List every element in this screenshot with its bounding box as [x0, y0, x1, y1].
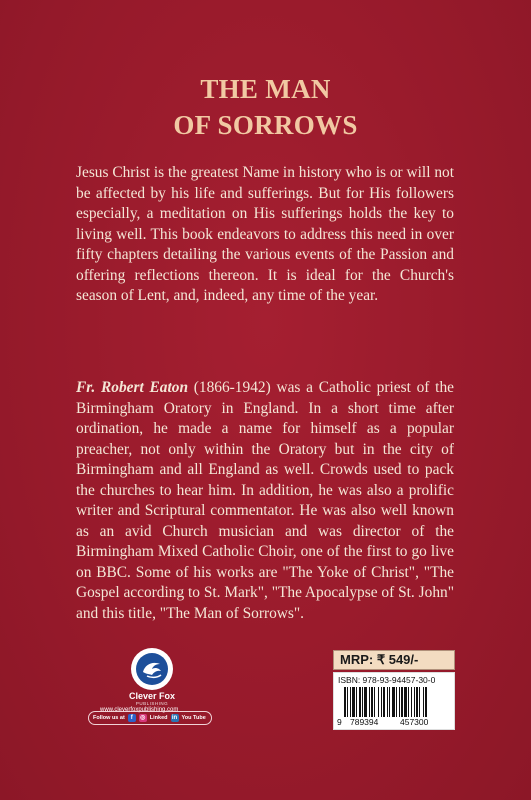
barcode-stripe	[425, 687, 427, 717]
barcode-stripe	[416, 687, 418, 717]
barcode	[344, 687, 448, 717]
mrp-label: MRP: ₹ 549/-	[333, 650, 455, 670]
publisher-url[interactable]: www.cleverfoxpublishing.com	[100, 707, 179, 713]
author-bio-text: (1866-1942) was a Catholic priest of the Birmingham Oratory in England. In a short time after ordination, he made a name for himself as a popular preacher, not only within the Oratory but in the city of Birmingham and all England as well. Crowds used to pack the churches to hear him. In addition, he was also a prolific writer and Scriptural commentator. He was also well known as an avid Church musician and was director of the Birmingham Mixed Catholic Choir, one of the first to go live on BBC. Some of his works are "The Yoke of Christ", "The Gospel according to St. Mark", "The Apocalypse of St. John" and this title, "The Man of Sorrows".	[76, 379, 454, 622]
publisher-tagline: PUBLISHING	[135, 701, 169, 706]
book-blurb: Jesus Christ is the greatest Name in history who is or will not be affected by his life and sufferings. But for His followers especially, a meditation on His sufferings holds the key to living well. This book endeavors to address this need in over fifty chapters detailing the various events of the Passion and offering reflections thereon. It is ideal for the Church's season of Lent, and, indeed, any time of the year.	[76, 164, 454, 304]
barcode-stripe	[401, 687, 403, 717]
youtube-label[interactable]: You Tube	[181, 715, 206, 721]
barcode-stripe	[364, 687, 367, 717]
barcode-stripe	[381, 687, 382, 717]
publisher-logo	[131, 648, 173, 690]
barcode-stripe	[399, 687, 400, 717]
barcode-stripe	[371, 687, 373, 717]
barcode-stripe	[389, 687, 390, 717]
barcode-stripe	[408, 687, 409, 717]
barcode-stripe	[396, 687, 397, 717]
barcode-digit-group1: 789394	[350, 717, 379, 727]
instagram-icon[interactable]: ◎	[140, 715, 146, 721]
author-name: Fr. Robert Eaton	[76, 379, 189, 396]
barcode-stripe	[404, 687, 407, 717]
book-title-line1: THE MAN	[200, 74, 331, 104]
book-title-line2: OF SORROWS	[173, 110, 358, 140]
linkedin-label[interactable]: Linked	[149, 715, 168, 721]
barcode-stripe	[352, 687, 355, 717]
barcode-stripe	[414, 687, 415, 717]
barcode-stripe	[374, 687, 375, 717]
barcode-stripe	[387, 687, 388, 717]
barcode-digit-first: 9	[337, 717, 342, 727]
barcode-stripe	[350, 687, 351, 717]
barcode-stripe	[347, 687, 348, 717]
barcode-digit-group2: 457300	[400, 717, 429, 727]
fox-logo-icon	[135, 652, 169, 686]
barcode-stripe	[419, 687, 420, 717]
barcode-panel	[333, 672, 455, 730]
barcode-stripe	[411, 687, 412, 717]
barcode-stripe	[423, 687, 424, 717]
barcode-stripe	[356, 687, 357, 717]
barcode-stripe	[383, 687, 385, 717]
barcode-stripe	[359, 687, 361, 717]
facebook-icon[interactable]: f	[128, 714, 136, 722]
barcode-stripe	[392, 687, 395, 717]
barcode-stripe	[362, 687, 363, 717]
follow-label: Follow us at	[93, 715, 125, 721]
linkedin-icon[interactable]: in	[171, 715, 178, 721]
barcode-stripe	[369, 687, 370, 717]
barcode-stripe	[344, 687, 346, 717]
author-bio	[76, 378, 454, 624]
barcode-stripe	[378, 687, 379, 717]
social-links	[88, 711, 212, 725]
publisher-name: Clever Fox	[128, 691, 176, 701]
isbn-text: ISBN: 978-93-94457-30-0	[338, 675, 436, 685]
